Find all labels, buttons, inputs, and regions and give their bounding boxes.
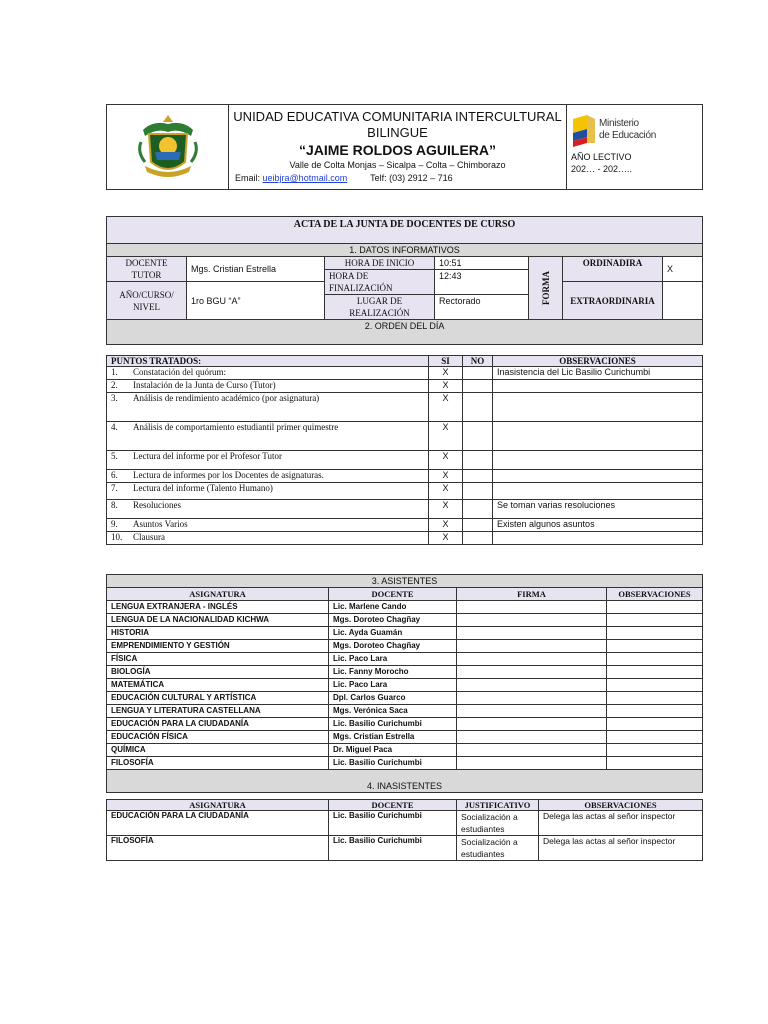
punto-row [107, 393, 703, 422]
asistente-observacion[interactable] [607, 601, 703, 614]
col-observaciones-asist: OBSERVACIONES [607, 588, 703, 601]
school-address: Valle de Colta Monjas – Sicalpa – Colta – Chimborazo [289, 160, 506, 170]
punto-number: 8. [111, 500, 118, 510]
punto-label: Resoluciones [133, 500, 181, 510]
ordinaria-mark: X [663, 257, 703, 282]
punto-text [107, 422, 429, 451]
asistente-observacion[interactable] [607, 614, 703, 627]
ministry-flag-icon [571, 113, 597, 147]
school-crest-icon [111, 112, 224, 182]
col-docente: DOCENTE [329, 588, 457, 601]
punto-observacion: Se toman varias resoluciones [493, 500, 703, 519]
asistente-docente: Dpl. Carlos Guarco [329, 692, 457, 705]
punto-no [463, 393, 493, 422]
forma-label: FORMA [540, 271, 551, 305]
asistente-asignatura: MATEMÁTICA [107, 679, 329, 692]
asistente-firma[interactable] [457, 653, 607, 666]
anio-value: 1ro BGU “A” [187, 282, 325, 320]
ministry-name-line1: Ministerio [599, 118, 639, 129]
punto-row [107, 380, 703, 393]
punto-text [107, 483, 429, 500]
asistente-row [107, 666, 703, 679]
punto-observacion [493, 532, 703, 545]
col-justificativo: JUSTIFICATIVO [457, 800, 539, 811]
section-orden-del-dia: 2. ORDEN DEL DÍA [107, 320, 703, 345]
hora-fin-value: 12:43 [435, 270, 529, 295]
asistente-row [107, 705, 703, 718]
inasistentes-table [106, 799, 703, 861]
asistente-row [107, 614, 703, 627]
punto-number: 9. [111, 519, 118, 529]
ministry-logo [571, 113, 698, 147]
punto-si: X [429, 422, 463, 451]
asistente-observacion[interactable] [607, 744, 703, 757]
acta-title: ACTA DE LA JUNTA DE DOCENTES DE CURSO [107, 217, 703, 244]
asistente-row [107, 718, 703, 731]
col-observaciones: OBSERVACIONES [493, 356, 703, 367]
asistente-docente: Lic. Paco Lara [329, 679, 457, 692]
punto-row [107, 470, 703, 483]
asistente-docente: Mgs. Doroteo Chagñay [329, 614, 457, 627]
asistente-docente: Mgs. Verónica Saca [329, 705, 457, 718]
punto-text [107, 500, 429, 519]
asistente-asignatura: LENGUA DE LA NACIONALIDAD KICHWA [107, 614, 329, 627]
punto-text [107, 470, 429, 483]
email-label: Email: [235, 173, 261, 183]
punto-text [107, 380, 429, 393]
asistente-asignatura: EDUCACIÓN FÍSICA [107, 731, 329, 744]
asistente-firma[interactable] [457, 640, 607, 653]
hora-inicio-label: HORA DE INICIO [325, 257, 435, 270]
col-asignatura: ASIGNATURA [107, 588, 329, 601]
asistente-observacion[interactable] [607, 640, 703, 653]
punto-text [107, 367, 429, 380]
asistente-observacion[interactable] [607, 692, 703, 705]
punto-observacion [493, 470, 703, 483]
punto-no [463, 519, 493, 532]
asistente-row [107, 640, 703, 653]
inasistente-asignatura: FILOSOFÍA [107, 836, 329, 861]
punto-number: 4. [111, 422, 118, 432]
lugar-label: LUGAR DE REALIZACIÓN [325, 295, 435, 320]
punto-text [107, 451, 429, 470]
asistente-observacion[interactable] [607, 705, 703, 718]
asistente-firma[interactable] [457, 692, 607, 705]
asistente-row [107, 627, 703, 640]
punto-observacion [493, 451, 703, 470]
col-puntos: PUNTOS TRATADOS: [107, 356, 429, 367]
punto-no [463, 451, 493, 470]
punto-no [463, 532, 493, 545]
punto-label: Constatación del quórum: [133, 367, 226, 377]
asistente-docente: Lic. Paco Lara [329, 653, 457, 666]
puntos-body [107, 367, 703, 545]
asistente-asignatura: EDUCACIÓN CULTURAL Y ARTÍSTICA [107, 692, 329, 705]
punto-no [463, 470, 493, 483]
punto-number: 10. [111, 532, 123, 542]
punto-label: Lectura de informes por los Docentes de asignaturas. [133, 470, 324, 480]
asistente-row [107, 731, 703, 744]
asistente-asignatura: QUÍMICA [107, 744, 329, 757]
punto-si: X [429, 451, 463, 470]
punto-label: Instalación de la Junta de Curso (Tutor) [133, 380, 276, 390]
punto-text [107, 393, 429, 422]
docente-tutor-label: DOCENTE TUTOR [107, 257, 187, 282]
asistente-row [107, 679, 703, 692]
asistente-observacion[interactable] [607, 627, 703, 640]
inasistente-docente: Lic. Basilio Curichumbi [329, 811, 457, 836]
asistente-firma[interactable] [457, 666, 607, 679]
asistente-firma[interactable] [457, 679, 607, 692]
asistente-observacion[interactable] [607, 757, 703, 770]
asistente-observacion[interactable] [607, 653, 703, 666]
punto-si: X [429, 532, 463, 545]
inasistente-docente: Lic. Basilio Curichumbi [329, 836, 457, 861]
asistente-row [107, 744, 703, 757]
asistente-observacion[interactable] [607, 679, 703, 692]
school-name-line2: BILINGUE [367, 125, 428, 140]
inasistente-justificativo: Socialización a estudiantes [457, 811, 539, 836]
asistente-firma[interactable] [457, 757, 607, 770]
school-info-cell [229, 105, 567, 190]
punto-observacion [493, 483, 703, 500]
puntos-table [106, 355, 703, 545]
asistente-firma[interactable] [457, 601, 607, 614]
punto-label: Análisis de comportamiento estudiantil primer quimestre [133, 422, 339, 432]
punto-text [107, 519, 429, 532]
col-firma: FIRMA [457, 588, 607, 601]
school-year-label: AÑO LECTIVO [571, 152, 632, 162]
col-no: NO [463, 356, 493, 367]
asistente-docente: Lic. Marlene Cando [329, 601, 457, 614]
school-name-line1: UNIDAD EDUCATIVA COMUNITARIA INTERCULTURAL [233, 109, 562, 124]
asistentes-body [107, 601, 703, 770]
punto-no [463, 500, 493, 519]
asistente-asignatura: BIOLOGÍA [107, 666, 329, 679]
col-si: SI [429, 356, 463, 367]
punto-observacion [493, 380, 703, 393]
hora-fin-label: HORA DE FINALIZACIÓN [325, 270, 435, 295]
col-docente-inasist: DOCENTE [329, 800, 457, 811]
asistente-docente: Dr. Miguel Paca [329, 744, 457, 757]
punto-row [107, 483, 703, 500]
inasistente-row [107, 836, 703, 861]
inasistentes-body [107, 811, 703, 861]
punto-row [107, 519, 703, 532]
col-asignatura-inasist: ASIGNATURA [107, 800, 329, 811]
asistente-docente: Lic. Ayda Guamán [329, 627, 457, 640]
punto-label: Análisis de rendimiento académico (por asignatura) [133, 393, 320, 403]
punto-si: X [429, 519, 463, 532]
asistente-asignatura: LENGUA Y LITERATURA CASTELLANA [107, 705, 329, 718]
inasistente-observacion: Delega las actas al señor inspector [539, 836, 703, 861]
punto-observacion: Existen algunos asuntos [493, 519, 703, 532]
ministry-name-line2: de Educación [599, 130, 657, 141]
lugar-value: Rectorado [435, 295, 529, 320]
school-year-value: 202… - 202….. [571, 164, 633, 174]
asistente-row [107, 653, 703, 666]
ordinaria-label: ORDINADIRA [563, 257, 663, 282]
punto-number: 2. [111, 380, 118, 390]
punto-number: 7. [111, 483, 118, 493]
extraordinaria-mark [663, 282, 703, 320]
asistente-firma[interactable] [457, 731, 607, 744]
school-header [106, 104, 703, 190]
col-observaciones-inasist: OBSERVACIONES [539, 800, 703, 811]
punto-number: 1. [111, 367, 118, 377]
asistente-row [107, 757, 703, 770]
asistente-observacion[interactable] [607, 718, 703, 731]
punto-label: Clausura [133, 532, 165, 542]
asistente-docente: Mgs. Cristian Estrella [329, 731, 457, 744]
asistente-asignatura: EDUCACIÓN PARA LA CIUDADANÍA [107, 718, 329, 731]
asistentes-table [106, 574, 703, 793]
punto-label: Lectura del informe por el Profesor Tutor [133, 451, 282, 461]
punto-row [107, 367, 703, 380]
punto-row [107, 532, 703, 545]
punto-label: Asuntos Varios [133, 519, 188, 529]
punto-observacion [493, 422, 703, 451]
email-link[interactable]: ueibjra@hotmail.com [262, 173, 348, 183]
punto-number: 5. [111, 451, 118, 461]
punto-si: X [429, 393, 463, 422]
punto-si: X [429, 483, 463, 500]
asistente-firma[interactable] [457, 627, 607, 640]
section-datos-informativos: 1. DATOS INFORMATIVOS [107, 244, 703, 257]
inasistente-row [107, 811, 703, 836]
inasistente-asignatura: EDUCACIÓN PARA LA CIUDADANÍA [107, 811, 329, 836]
punto-row [107, 451, 703, 470]
asistente-firma[interactable] [457, 705, 607, 718]
asistente-docente: Lic. Basilio Curichumbi [329, 757, 457, 770]
punto-text [107, 532, 429, 545]
extraordinaria-label: EXTRAORDINARIA [563, 282, 663, 320]
punto-row [107, 422, 703, 451]
school-name-line3: “JAIME ROLDOS AGUILERA” [298, 142, 497, 158]
asistente-observacion[interactable] [607, 666, 703, 679]
forma-cell [529, 257, 563, 320]
asistente-asignatura: LENGUA EXTRANJERA - INGLÉS [107, 601, 329, 614]
asistente-firma[interactable] [457, 744, 607, 757]
asistente-asignatura: EMPRENDIMIENTO Y GESTIÓN [107, 640, 329, 653]
punto-no [463, 422, 493, 451]
contact-line [233, 172, 562, 185]
punto-no [463, 367, 493, 380]
punto-si: X [429, 470, 463, 483]
punto-label: Lectura del informe (Talento Humano) [133, 483, 273, 493]
asistente-docente: Lic. Basilio Curichumbi [329, 718, 457, 731]
asistente-asignatura: FÍSICA [107, 653, 329, 666]
asistente-observacion[interactable] [607, 731, 703, 744]
asistente-docente: Mgs. Doroteo Chagñay [329, 640, 457, 653]
school-logo-cell [107, 105, 229, 190]
asistente-row [107, 601, 703, 614]
punto-si: X [429, 367, 463, 380]
punto-no [463, 483, 493, 500]
asistente-asignatura: FILOSOFÍA [107, 757, 329, 770]
docente-tutor-value: Mgs. Cristian Estrella [187, 257, 325, 282]
punto-observacion [493, 393, 703, 422]
punto-no [463, 380, 493, 393]
asistente-firma[interactable] [457, 614, 607, 627]
punto-observacion: Inasistencia del Lic Basilio Curichumbi [493, 367, 703, 380]
punto-row [107, 500, 703, 519]
phone-text: Telf: (03) 2912 – 716 [370, 173, 453, 183]
acta-table [106, 216, 703, 345]
punto-si: X [429, 380, 463, 393]
hora-inicio-value: 10:51 [435, 257, 529, 270]
inasistente-justificativo: Socialización a estudiantes [457, 836, 539, 861]
section-inasistentes: 4. INASISTENTES [107, 770, 703, 793]
asistente-docente: Lic. Fanny Morocho [329, 666, 457, 679]
punto-number: 6. [111, 470, 118, 480]
section-asistentes: 3. ASISTENTES [107, 575, 703, 588]
punto-number: 3. [111, 393, 118, 403]
inasistente-observacion: Delega las actas al señor inspector [539, 811, 703, 836]
anio-label: AÑO/CURSO/ NIVEL [107, 282, 187, 320]
asistente-firma[interactable] [457, 718, 607, 731]
asistente-row [107, 692, 703, 705]
ministry-cell [567, 105, 703, 190]
punto-si: X [429, 500, 463, 519]
asistente-asignatura: HISTORIA [107, 627, 329, 640]
